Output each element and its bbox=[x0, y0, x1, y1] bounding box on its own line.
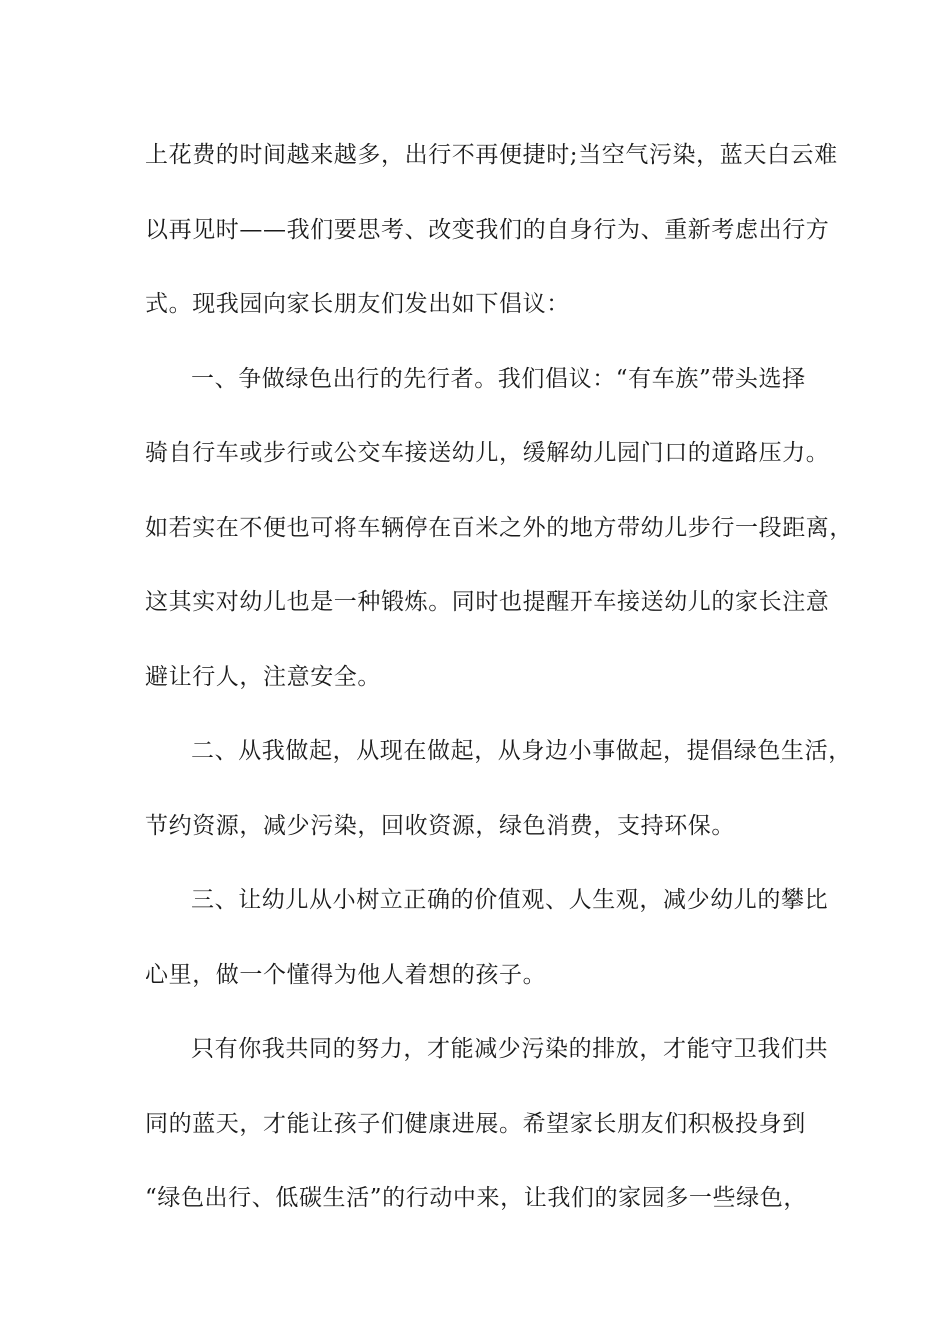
paragraph-two-start: 二、从我做起，从现在做起，从身边小事做起，提倡绿色生活， bbox=[191, 738, 852, 764]
text-line: 避让行人，注意安全。 bbox=[145, 663, 381, 690]
text-line: 上花费的时间越来越多，出行不再便捷时;当空气污染，蓝天白云难 bbox=[145, 142, 838, 168]
text-line: 如若实在不便也可将车辆停在百米之外的地方带幼儿步行一段距离， bbox=[145, 514, 853, 541]
text-line: 节约资源，减少污染，回收资源，绿色消费，支持环保。 bbox=[145, 812, 735, 839]
text-line: 同的蓝天，才能让孩子们健康进展。希望家长朋友们积极投身到 bbox=[145, 1110, 806, 1137]
paragraph-three-start: 三、让幼儿从小树立正确的价值观、人生观，减少幼儿的攀比 bbox=[191, 887, 829, 913]
paragraph-closing-start: 只有你我共同的努力，才能减少污染的排放，才能守卫我们共 bbox=[191, 1036, 829, 1062]
text-line: 骑自行车或步行或公交车接送幼儿，缓解幼儿园门口的道路压力。 bbox=[145, 440, 830, 466]
text-line: “绿色出行、低碳生活”的行动中来，让我们的家园多一些绿色， bbox=[145, 1185, 807, 1211]
text-line: 这其实对幼儿也是一种锻炼。同时也提醒开车接送幼儿的家长注意 bbox=[145, 589, 830, 615]
document-body bbox=[145, 133, 853, 1251]
text-line: 以再见时——我们要思考、改变我们的自身行为、重新考虑出行方 bbox=[145, 216, 830, 243]
text-line: 心里，做一个懂得为他人着想的孩子。 bbox=[145, 961, 547, 988]
paragraph-one-start: 一、争做绿色出行的先行者。我们倡议：“有车族”带头选择 bbox=[191, 365, 806, 392]
text-line: 式。现我园向家长朋友们发出如下倡议： bbox=[145, 291, 570, 317]
